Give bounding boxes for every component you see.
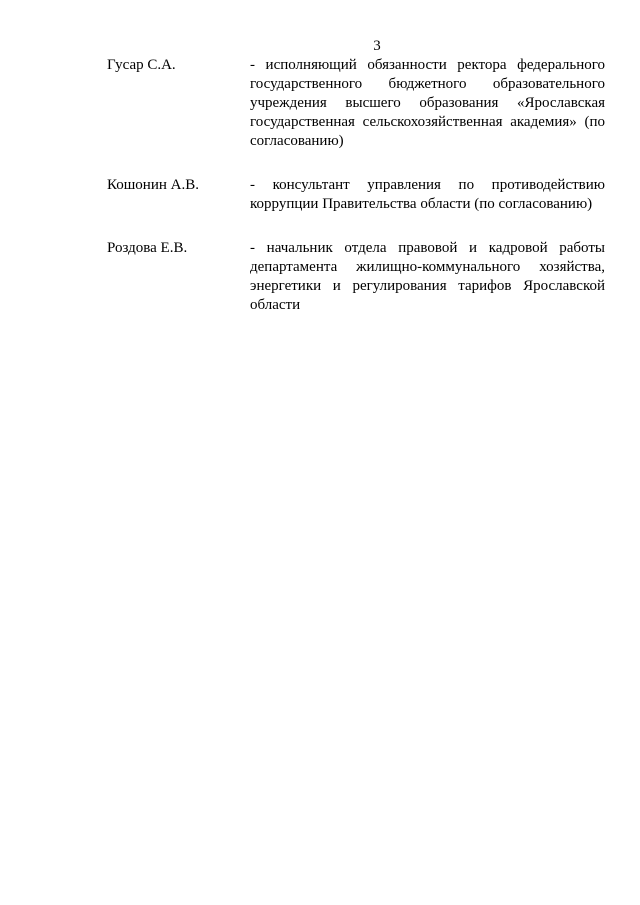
member-name: Гусар С.А. bbox=[107, 57, 176, 73]
member-position: - консультант управления по противодействию коррупции Правительства области (по согласованию) bbox=[250, 177, 605, 212]
member-list bbox=[107, 56, 605, 315]
member-name: Кошонин А.В. bbox=[107, 177, 199, 193]
member-name: Роздова Е.В. bbox=[107, 240, 188, 256]
member-position: - начальник отдела правовой и кадровой работы департамента жилищно-коммунального хозяйства, энергетики и регулирования тарифов Ярославской области bbox=[250, 240, 605, 313]
member-entry bbox=[107, 56, 605, 151]
member-entry bbox=[107, 239, 605, 315]
page-number: 3 bbox=[373, 38, 381, 54]
member-position: - исполняющий обязанности ректора федерального государственного бюджетного образовательного учреждения высшего образования «Ярославская государственная сельскохозяйственная академия» (по согласованию) bbox=[250, 57, 605, 149]
member-entry bbox=[107, 176, 605, 214]
